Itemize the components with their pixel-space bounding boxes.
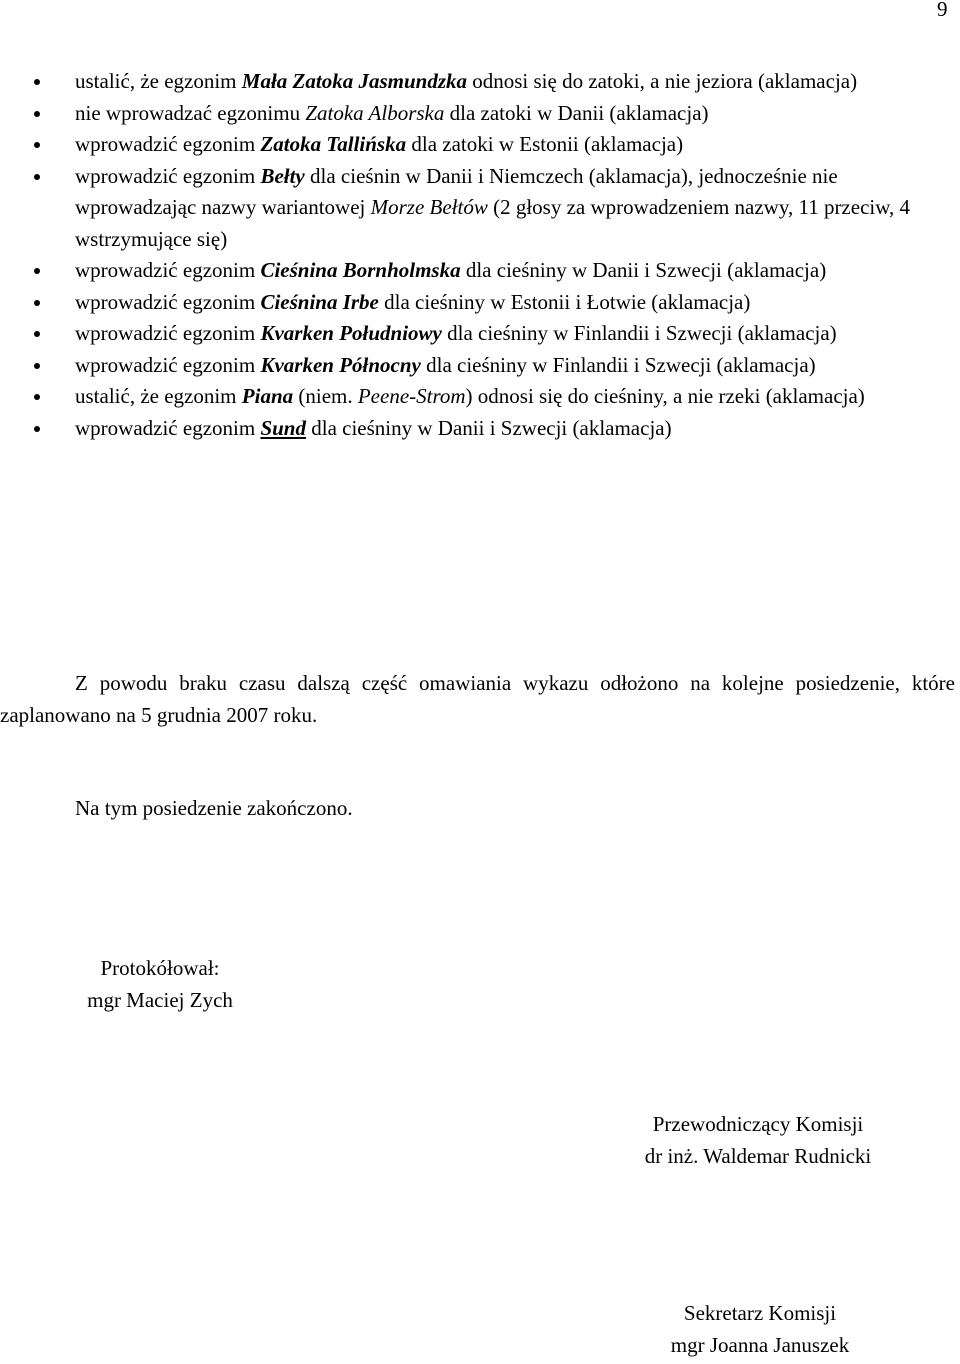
list-item xyxy=(0,129,960,161)
bullet-icon xyxy=(34,111,40,117)
exonym-text: Kvarken Południowy xyxy=(260,321,442,345)
item-text: (niem. xyxy=(293,384,358,408)
item-text: (2 głosy za wprowadzeniem nazwy, 11 przeciw, 4 wstrzymujące się) xyxy=(75,195,911,251)
signature-role: Przewodniczący Komisji xyxy=(652,1112,864,1136)
list-item xyxy=(0,161,960,256)
postponement-paragraph: Z powodu braku czasu dalszą część omawiania wykazu odłożono na kolejne posiedzenie, które zaplanowano na 5 grudnia 2007 roku. xyxy=(0,671,955,727)
list-item xyxy=(0,287,960,319)
item-text: dla zatoki w Danii (aklamacja) xyxy=(444,100,709,125)
exonym-text: Morze Bełtów xyxy=(370,195,488,219)
item-text: wprowadzić egzonim xyxy=(75,258,261,282)
bullet-icon xyxy=(34,363,40,369)
item-text: dla cieśniny w Finlandii i Szwecji (aklamacja) xyxy=(441,321,837,345)
bullet-icon xyxy=(34,331,40,337)
signature-chairman xyxy=(608,1109,908,1172)
item-text: nie wprowadzać egzonimu xyxy=(75,100,306,125)
item-text: wprowadzić egzonim xyxy=(75,352,261,377)
bullet-icon xyxy=(34,142,40,148)
exonym-text: Bełty xyxy=(260,163,305,188)
item-text: dla cieśniny w Danii i Szwecji (aklamacja) xyxy=(460,258,827,282)
bullet-icon xyxy=(34,300,40,306)
list-item xyxy=(0,318,960,350)
item-text: dla cieśniny w Estonii i Łotwie (aklamacja) xyxy=(378,289,751,314)
item-text: dla cieśniny w Danii i Szwecji (aklamacja) xyxy=(305,415,672,440)
exonym-text: Mała Zatoka Jasmundzka xyxy=(241,69,467,93)
list-item xyxy=(0,350,960,382)
exonym-text: Peene-Strom xyxy=(357,384,466,408)
list-item xyxy=(0,255,960,287)
signature-role: Sekretarz Komisji xyxy=(683,1301,837,1325)
item-text: wprowadzić egzonim xyxy=(75,289,261,314)
bullet-icon xyxy=(34,394,40,400)
list-item xyxy=(0,98,960,130)
item-text: wprowadzić egzonim xyxy=(75,163,261,188)
item-text: ustalić, że egzonim xyxy=(75,69,242,93)
decisions-list xyxy=(0,66,960,444)
signature-secretary xyxy=(620,1298,900,1361)
item-text: dla zatoki w Estonii (aklamacja) xyxy=(406,132,684,156)
bullet-icon xyxy=(34,268,40,274)
signature-name: dr inż. Waldemar Rudnicki xyxy=(644,1143,872,1168)
item-text: ustalić, że egzonim xyxy=(75,384,242,408)
exonym-text: Cieśnina Irbe xyxy=(260,289,379,314)
bullet-icon xyxy=(34,426,40,432)
closing-sentence: Na tym posiedzenie zakończono. xyxy=(75,796,353,820)
exonym-text: Zatoka Alborska xyxy=(305,100,445,125)
exonym-text: Piana xyxy=(241,384,294,408)
exonym-text: Zatoka Tallińska xyxy=(260,132,407,156)
item-text: dla cieśniny w Finlandii i Szwecji (aklamacja) xyxy=(420,352,816,377)
item-text: wprowadzić egzonim xyxy=(75,321,261,345)
page-number: 9 xyxy=(937,0,948,21)
signature-name: mgr Maciej Zych xyxy=(87,987,233,1012)
item-text: dla cieśnin w Danii i Niemczech (aklamacja), jednocześnie nie wprowadzając nazwy wariantowej xyxy=(75,163,838,219)
item-text: odnosi się do zatoki, a nie jeziora (aklamacja) xyxy=(467,69,858,93)
list-item xyxy=(0,66,960,98)
exonym-text: Cieśnina Bornholmska xyxy=(260,258,461,282)
signature-minutes-taker xyxy=(60,953,260,1016)
item-text: wprowadzić egzonim xyxy=(75,132,261,156)
item-text: ) odnosi się do cieśniny, a nie rzeki (aklamacja) xyxy=(465,384,865,408)
exonym-text: Sund xyxy=(260,415,306,440)
signature-role: Protokółował: xyxy=(100,956,220,980)
list-item xyxy=(0,381,960,413)
list-item xyxy=(0,413,960,445)
signature-name: mgr Joanna Januszek xyxy=(670,1332,850,1357)
exonym-text: Kvarken Północny xyxy=(260,352,421,377)
bullet-icon xyxy=(34,174,40,180)
bullet-icon xyxy=(34,79,40,85)
item-text: wprowadzić egzonim xyxy=(75,415,261,440)
